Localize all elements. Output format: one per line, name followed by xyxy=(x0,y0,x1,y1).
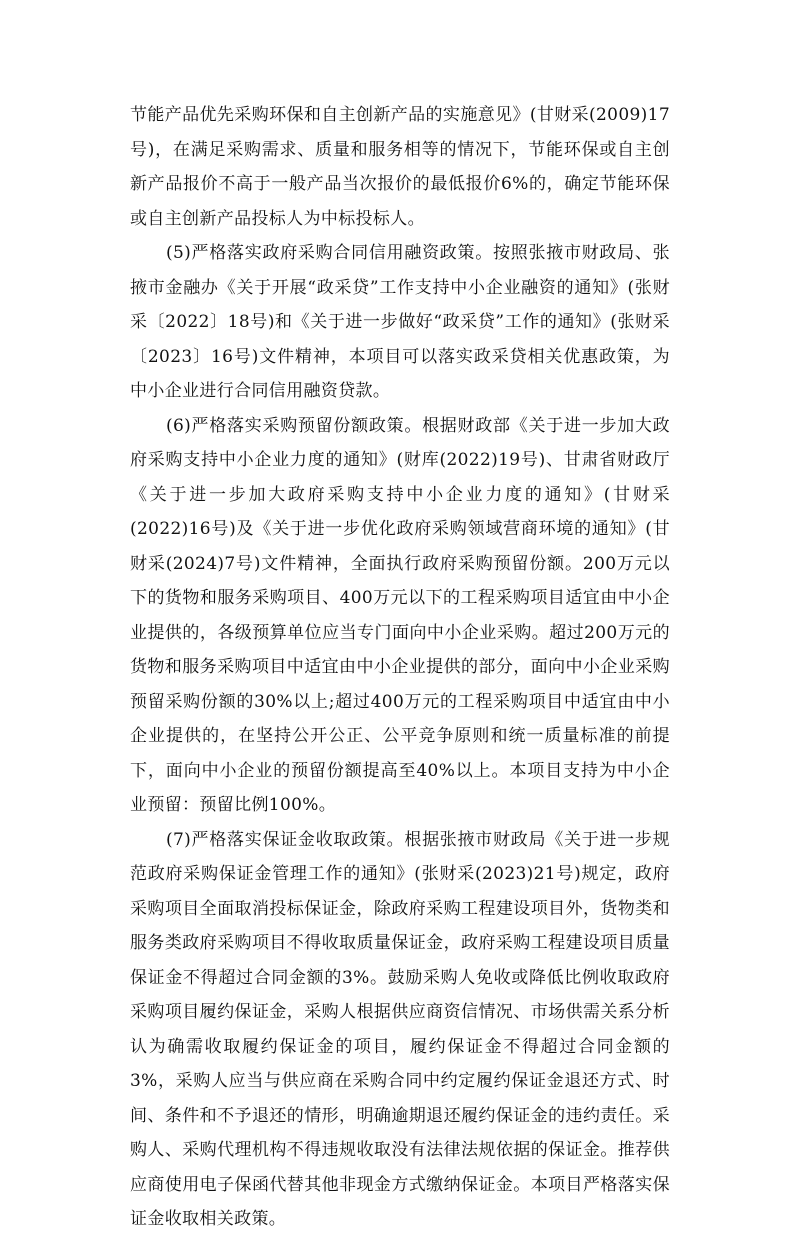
paragraph-continuation: 节能产品优先采购环保和自主创新产品的实施意见》(甘财采(2009)17号)，在满足采购需求、质量和服务相等的情况下，节能环保或自主创新产品报价不高于一般产品当次报价的最低报价6%的，确定节能环保或自主创新产品投标人为中标投标人。 xyxy=(130,105,670,229)
paragraph-deposit-policy: (7)严格落实保证金收取政策。根据张掖市财政局《关于进一步规范政府采购保证金管理工作的通知》(张财采(2023)21号)规定，政府采购项目全面取消投标保证金，除政府采购工程建设项目外，货物类和服务类政府采购项目不得收取质量保证金，政府采购工程建设项目质量保证金不得超过合同金额的3%。鼓励采购人免收或降低比例收取政府采购项目履约保证金，采购人根据供应商资信情况、市场供需关系分析认为确需收取履约保证金的项目，履约保证金不得超过合同金额的3%，采购人应当与供应商在采购合同中约定履约保证金退还方式、时间、条件和不予退还的情形，明确逾期退还履约保证金的违约责任。采购人、采购代理机构不得违规收取没有法律法规依据的保证金。推荐供应商使用电子保函代替其他非现金方式缴纳保证金。本项目严格落实保证金收取相关政策。 xyxy=(130,829,670,1229)
document-body xyxy=(130,98,670,1237)
paragraph-reserved-share: (6)严格落实采购预留份额政策。根据财政部《关于进一步加大政府采购支持中小企业力度的通知》(财库(2022)19号)、甘肃省财政厅《关于进一步加大政府采购支持中小企业力度的通知》(甘财采(2022)16号)及《关于进一步优化政府采购领域营商环境的通知》(甘财采(2024)7号)文件精神，全面执行政府采购预留份额。200万元以下的货物和服务采购项目、400万元以下的工程采购项目适宜由中小企业提供的，各级预算单位应当专门面向中小企业采购。超过200万元的货物和服务采购项目中适宜由中小企业提供的部分，面向中小企业采购预留采购份额的30%以上;超过400万元的工程采购项目中适宜由中小企业提供的，在坚持公开公正、公平竞争原则和统一质量标准的前提下，面向中小企业的预留份额提高至40%以上。本项目支持为中小企业预留：预留比例100%。 xyxy=(130,415,670,815)
paragraph-contract-credit-financing: (5)严格落实政府采购合同信用融资政策。按照张掖市财政局、张掖市金融办《关于开展“政采贷”工作支持中小企业融资的通知》(张财采〔2022〕18号)和《关于进一步做好“政采贷”工作的通知》(张财采〔2023〕16号)文件精神，本项目可以落实政采贷相关优惠政策，为中小企业进行合同信用融资贷款。 xyxy=(130,243,670,401)
